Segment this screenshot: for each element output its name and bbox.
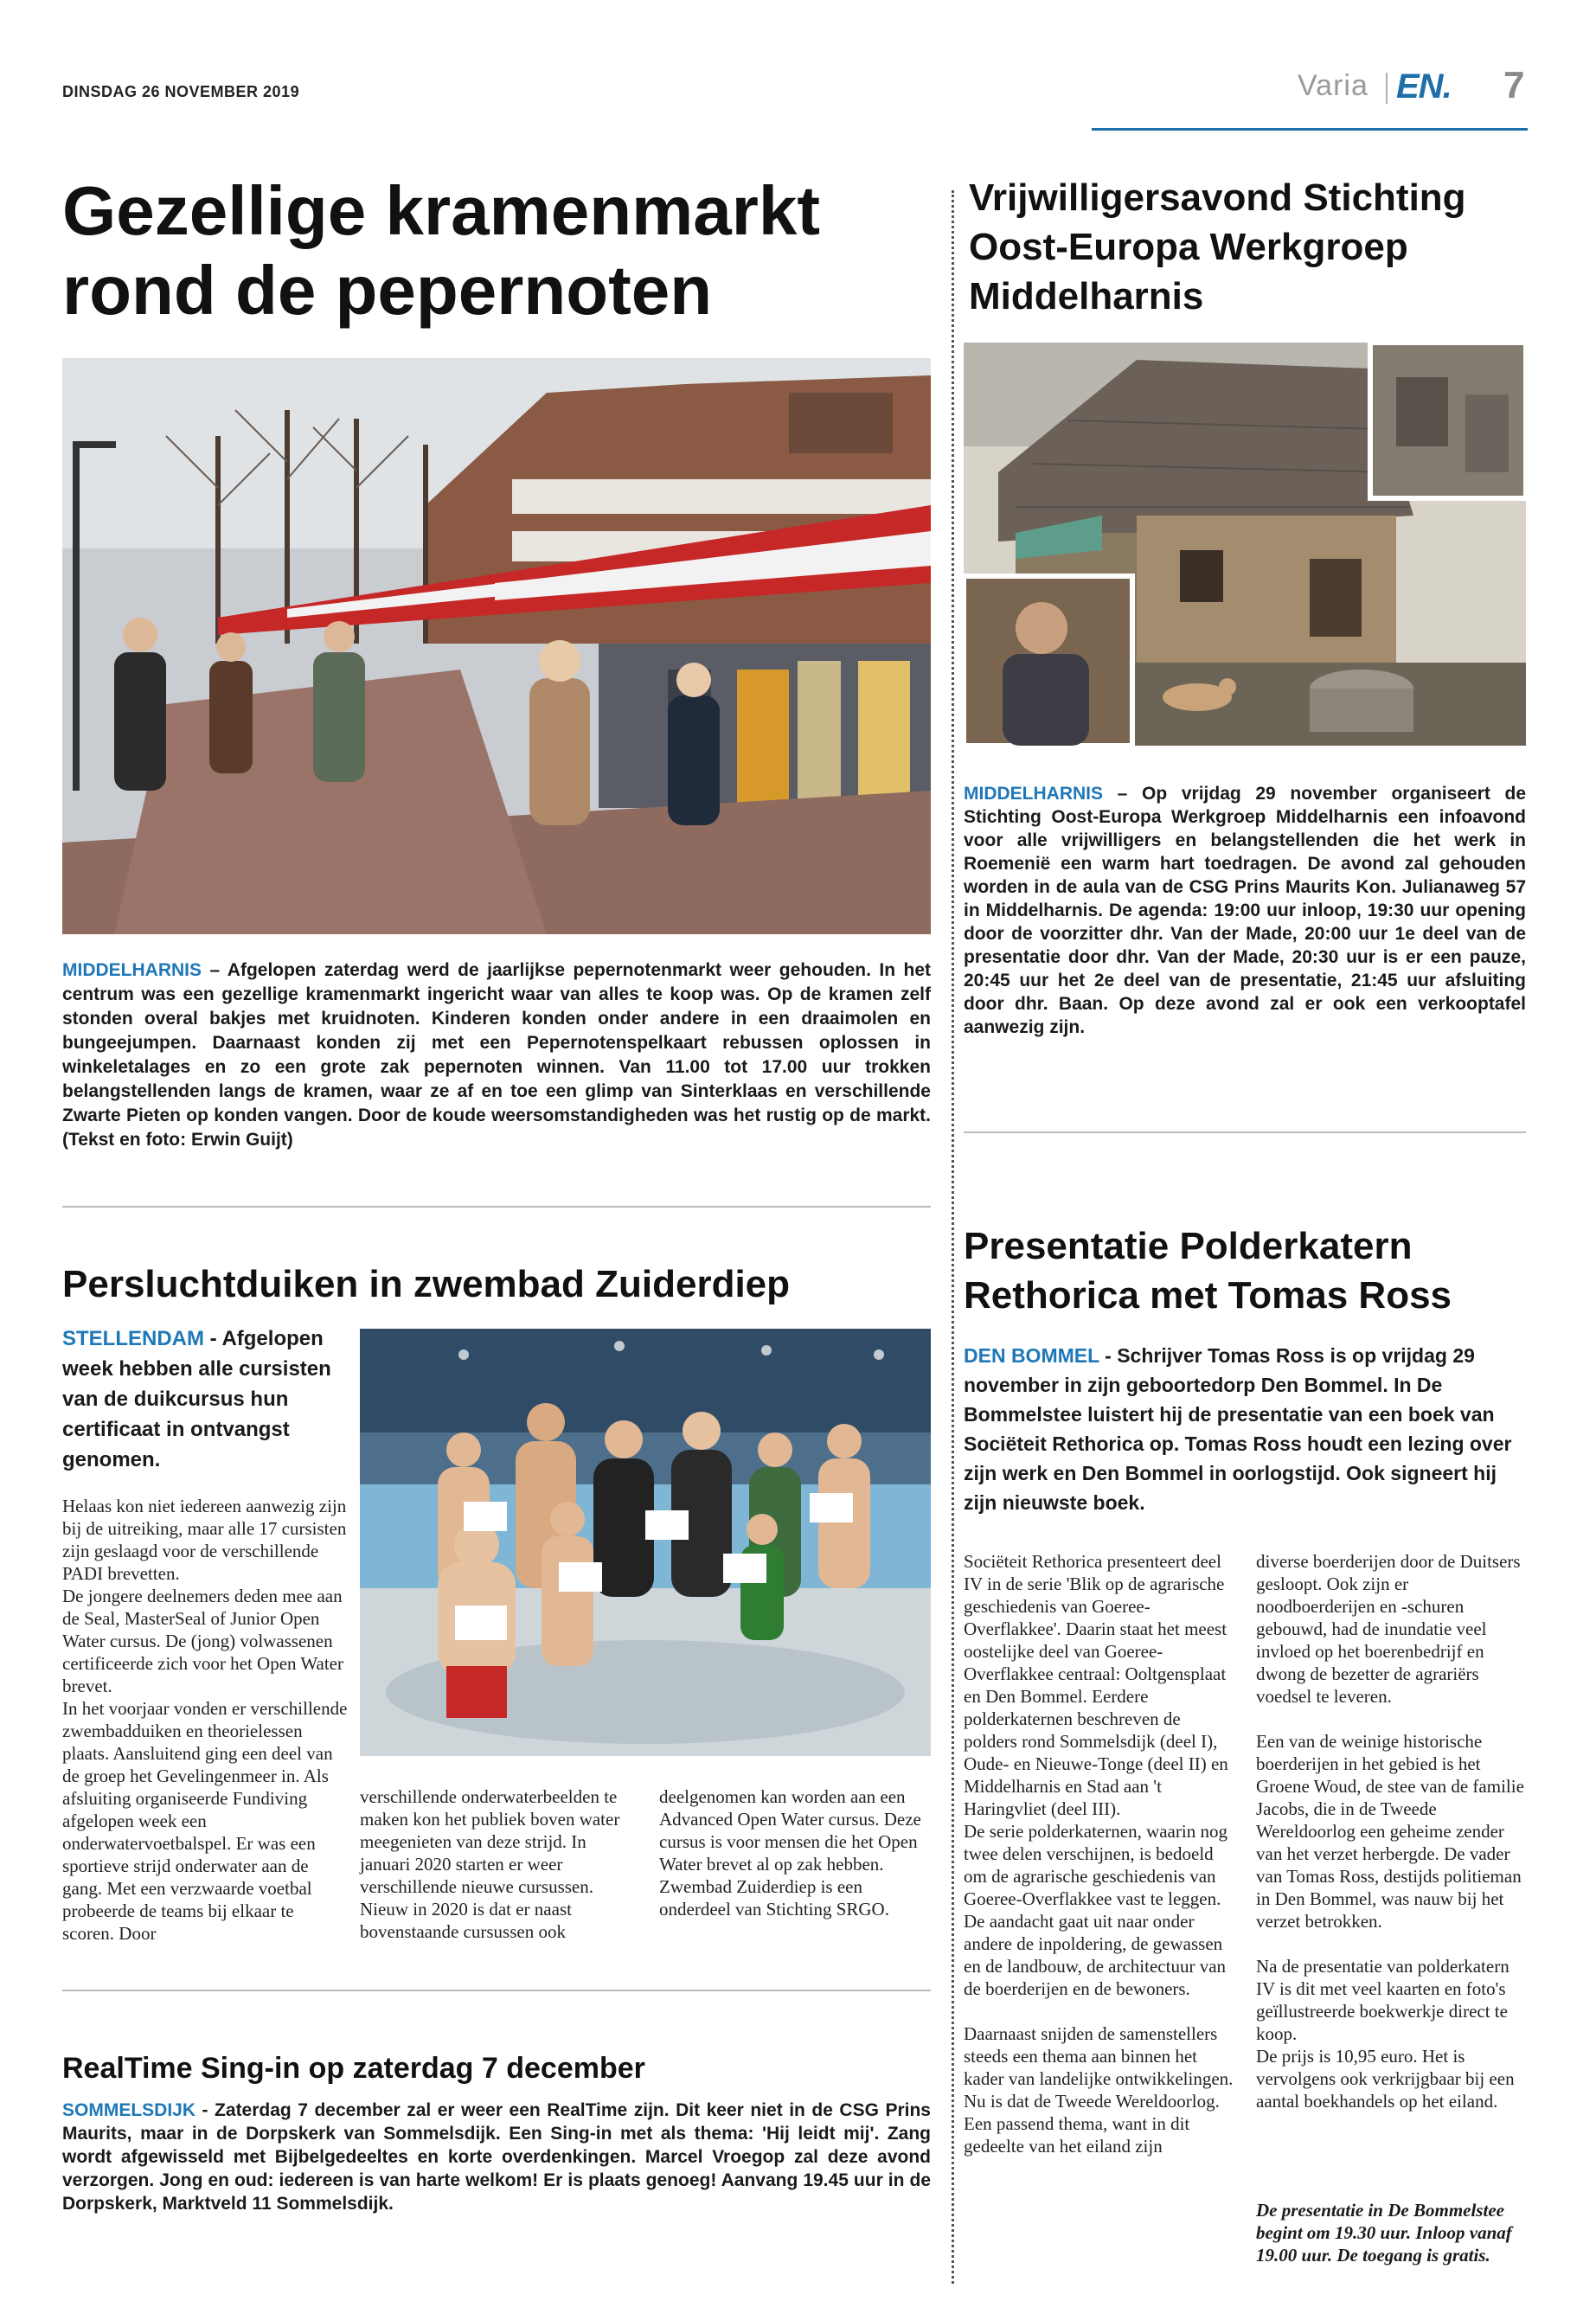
article4-intro (964, 1341, 1526, 1517)
article2-lead: – Op vrijdag 29 november organiseert de Stichting Oost-Europa Werkgroep Middelharnis een infoavond voor alle vrijwilligers en belangstellenden die het werk in Roemenië een warm hart toedragen. De avond zal gehouden worden in de aula van de CSG Prins Maurits Kon. Julianaweg 57 in Middelharnis. De agenda: 19:00 uur inloop, 19:30 uur opening door de voorzitter dhr. Van der Made, 20:00 uur 1e deel van de presentatie door dhr. Van der Made, 20:30 uur is er een pauze, 20:45 uur het 2e deel van de presentatie, 21:45 uur afsluiting door dhr. Baan. Op deze avond zal er ook een verkooptafel aanwezig zijn. (964, 784, 1526, 1037)
diving-group-photo (360, 1329, 931, 1756)
article3-lead: - Afgelopen week hebben alle cursisten van de duikcursus hun certificaat in ontvangst genomen. (62, 1327, 331, 1471)
issue-date: DINSDAG 26 NOVEMBER 2019 (62, 83, 300, 100)
article3-col1: Helaas kon niet iedereen aanwezig zijn bij de uitreiking, maar alle 17 cursisten zijn geslaagd voor de verschillende PADI brevetten. De jongere deelnemers deden mee aan de Seal, MasterSeal of Junior Open Water cursus. De (jong) volwassenen certificeerde zich voor het Open Water brevet. In het voorjaar vonden er verschillende zwembadduiken en theorielessen plaats. Aansluitend ging een deel van de groep het Gevelingenmeer in. Als afsluiting organiseerde Fundiving afgelopen week een onderwatervoetbalspel. Er was een sportieve strijd onderwater aan de gang. Met een verzwaarde voetbal probeerde de teams bij elkaar te scoren. Door (62, 1496, 348, 1944)
divider-left-1 (62, 1206, 931, 1208)
article3-intro (62, 1324, 348, 1475)
article4-col2: diverse boerderijen door de Duitsers gesloopt. Ook zijn er noodboerderijen en -schuren gebouwd, had de inundatie veel invloed op het boerenbedrijf en dwong de bezetter de agrariërs voedsel te leveren. Een van de weinige historische boerderijen in het gebied is het Groene Woud, de stee van de familie Jacobs, die in de Tweede Wereldoorlog een geheime zender van het verzet herbergde. De vader van Tomas Ross, destijds politieman in Den Bommel, was nauw bij het verzet betrokken. Na de presentatie van polderkatern IV is dit met veel kaarten en foto's geïllustreerde boekwerkje direct te koop. De prijs is 10,95 euro. Het is vervolgens ook verkrijgbaar bij een aantal boekhandels op het eiland. (1256, 1551, 1524, 2112)
section-label: Varia (1298, 69, 1368, 102)
article2-body (964, 782, 1526, 1039)
divider-right-1 (964, 1131, 1526, 1133)
article3-title: Persluchtduiken in zwembad Zuiderdiep (62, 1263, 791, 1305)
article5-body (62, 2099, 931, 2215)
publication-logo: EN. (1396, 67, 1452, 106)
article4-dateline: DEN BOMMEL (964, 1344, 1099, 1367)
header-rule (1092, 128, 1528, 131)
article4-lead: - Schrijver Tomas Ross is op vrijdag 29 november in zijn geboortedorp Den Bommel. In De Bommelstee luistert hij de presentatie van een boek van Sociëteit Rethorica op. Tomas Ross houdt een lezing over zijn werk en Den Bommel in oorlogstijd. Ook signeert hij zijn nieuwste boek. (964, 1344, 1512, 1514)
column-separator (952, 190, 954, 2284)
farmhouse-photo (964, 343, 1526, 746)
article1-dateline: MIDDELHARNIS (62, 960, 202, 980)
article2-title: Vrijwilligersavond Stichting Oost-Europa Werkgroep Middelharnis (969, 176, 1466, 317)
article4-title: Presentatie Polderkatern Rethorica met Tomas Ross (964, 1225, 1452, 1317)
article3-dateline: STELLENDAM (62, 1327, 204, 1350)
header-divider (1386, 73, 1388, 104)
article4-col1: Sociëteit Rethorica presenteert deel IV in de serie 'Blik op de agrarische geschiedenis van Goeree-Overflakkee'. Daarin staat het meest oostelijke deel van Goeree-Overflakkee centraal: Ooltgensplaat en Den Bommel. Eerdere polderkaternen beschreven de polders rond Sommelsdijk (deel I), Oude- en Nieuwe-Tonge (deel II) en Middelharnis en Stad aan 't Haringvliet (deel III). De serie polderkaternen, waarin nog twee delen verschijnen, is bedoeld om de agrarische geschiedenis van Goeree-Overflakkee vast te leggen. De aandacht gaat uit naar onder andere de inpoldering, de gewassen en de landbouw, de architectuur van de boerderijen en de bewoners. Daarnaast snijden de samenstellers steeds een thema aan binnen het kader van landelijke ontwikkelingen. Nu is dat de Tweede Wereldoorlog. Een passend thema, want in dit gedeelte van het eiland zijn (964, 1551, 1234, 2157)
article3-col2: verschillende onderwaterbeelden te maken kon het publiek boven water meegenieten van deze strijd. In januari 2020 starten er weer verschillende nieuwe cursussen. Nieuw in 2020 is dat er naast bovenstaande cursussen ook (360, 1786, 620, 1942)
article1-title: Gezellige kramenmarkt rond de pepernoten (62, 172, 820, 329)
article5-title: RealTime Sing-in op zaterdag 7 december (62, 2052, 645, 2085)
article5-dateline: SOMMELSDIJK (62, 2100, 196, 2120)
article1-body (62, 958, 931, 1152)
market-photo (62, 358, 931, 934)
article2-dateline: MIDDELHARNIS (964, 784, 1103, 804)
article3-col3: deelgenomen kan worden aan een Advanced Open Water cursus. Deze cursus is voor mensen die het Open Water brevet al op zak hebben. Zwembad Zuiderdiep is een onderdeel van Stichting SRGO. (659, 1786, 921, 1920)
article1-lead: – Afgelopen zaterdag werd de jaarlijkse pepernotenmarkt weer gehouden. In het centrum was een gezellige kramenmarkt ingericht waar van alles te koop was. Op de kramen zelf stonden overal bakjes met kruidnoten. Kinderen konden onder andere in een draaimolen en bungeejumpen. Daarnaast konden zij met een Pepernotenspelkaart rebussen oplossen in winkeletalages en zo een grote zak pepernoten winnen. Van 11.00 tot 17.00 uur trokken belangstellenden langs de kramen, waar ze af en toe een glimp van Sinterklaas en verschillende Zwarte Pieten op konden vangen. Door de koude weersomstandigheden was het rustig op de markt. (Tekst en foto: Erwin Guijt) (62, 960, 931, 1150)
article5-lead: - Zaterdag 7 december zal er weer een RealTime zijn. Dit keer niet in de CSG Prins Maurits, maar in de Dorpskerk van Sommelsdijk. Een Sing-in met als thema: 'Hij leidt mij'. Zang wordt afgewisseld met Bijbelgedeeltes en korte overdenkingen. Marcel Vroegop zal deze avond verzorgen. Jong en oud: iedereen is van harte welkom! Er is plaats genoeg! Aanvang 19.45 uur in de Dorpskerk, Marktveld 11 Sommelsdijk. (62, 2100, 931, 2214)
article4-note: De presentatie in De Bommelstee begint om 19.30 uur. Inloop vanaf 19.00 uur. De toegang is gratis. (1256, 2200, 1512, 2266)
divider-left-2 (62, 1990, 931, 1991)
page-number: 7 (1503, 64, 1525, 106)
